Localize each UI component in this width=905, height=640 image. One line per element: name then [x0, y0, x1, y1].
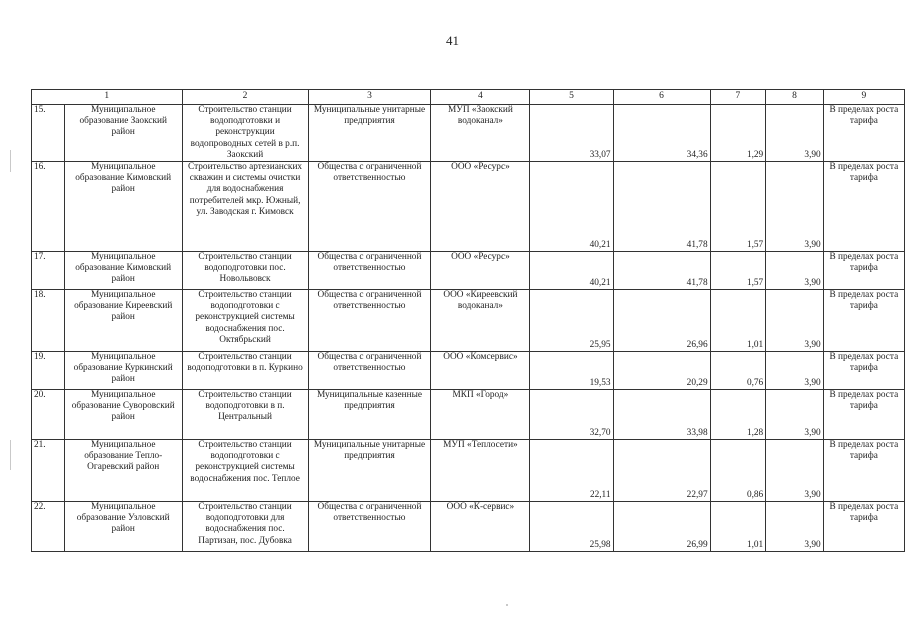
header-col-4: 4	[431, 90, 530, 105]
table-row	[32, 502, 905, 552]
col6-value: 34,36	[613, 105, 710, 162]
org-form-cell: Общества с ограниченной ответственностью	[308, 502, 431, 552]
header-col-8: 8	[766, 90, 823, 105]
organization-cell: МУП «Теплосети»	[431, 440, 530, 502]
table-row	[32, 162, 905, 252]
scan-mark	[10, 440, 11, 470]
organization-cell: МКП «Город»	[431, 390, 530, 440]
col8-value: 3,90	[766, 502, 823, 552]
project-cell: Строительство станции водоподготовки для водоснабжения пос. Партизан, пос. Дубовка	[182, 502, 308, 552]
limit-cell: В пределах роста тарифа	[823, 290, 904, 352]
col5-value: 25,98	[530, 502, 613, 552]
municipality-cell: Муниципальное образование Кимовский район	[64, 252, 182, 290]
organization-cell: ООО «Киреевский водоканал»	[431, 290, 530, 352]
org-form-cell: Общества с ограниченной ответственностью	[308, 290, 431, 352]
col8-value: 3,90	[766, 440, 823, 502]
municipality-cell: Муниципальное образование Кимовский район	[64, 162, 182, 252]
limit-cell: В пределах роста тарифа	[823, 105, 904, 162]
project-cell: Строительство станции водоподготовки и реконструкции водопроводных сетей в р.п. Заокский	[182, 105, 308, 162]
header-col-6: 6	[613, 90, 710, 105]
header-row	[32, 90, 905, 105]
col8-value: 3,90	[766, 352, 823, 390]
page-number: 41	[446, 33, 459, 48]
limit-cell: В пределах роста тарифа	[823, 252, 904, 290]
col6-value: 41,78	[613, 162, 710, 252]
limit-cell: В пределах роста тарифа	[823, 440, 904, 502]
project-cell: Строительство станции водоподготовки в п. Куркино	[182, 352, 308, 390]
col8-value: 3,90	[766, 390, 823, 440]
organization-cell: МУП «Заокский водоканал»	[431, 105, 530, 162]
organization-cell: ООО «Ресурс»	[431, 252, 530, 290]
project-cell: Строительство станции водоподготовки пос. Новольвовск	[182, 252, 308, 290]
tariff-investment-table	[31, 89, 905, 552]
col7-value: 1,01	[710, 290, 766, 352]
project-cell: Строительство станции водоподготовки в п. Центральный	[182, 390, 308, 440]
col5-value: 33,07	[530, 105, 613, 162]
limit-cell: В пределах роста тарифа	[823, 390, 904, 440]
row-number: 19.	[32, 352, 65, 390]
table-row	[32, 252, 905, 290]
header-col-3: 3	[308, 90, 431, 105]
col5-value: 40,21	[530, 162, 613, 252]
table-row	[32, 105, 905, 162]
row-number: 22.	[32, 502, 65, 552]
org-form-cell: Муниципальные казенные предприятия	[308, 390, 431, 440]
organization-cell: ООО «Ресурс»	[431, 162, 530, 252]
municipality-cell: Муниципальное образование Суворовский район	[64, 390, 182, 440]
header-col-5: 5	[530, 90, 613, 105]
limit-cell: В пределах роста тарифа	[823, 162, 904, 252]
col6-value: 26,99	[613, 502, 710, 552]
col7-value: 1,28	[710, 390, 766, 440]
col7-value: 1,57	[710, 162, 766, 252]
org-form-cell: Общества с ограниченной ответственностью	[308, 252, 431, 290]
col6-value: 20,29	[613, 352, 710, 390]
scan-mark	[10, 150, 11, 172]
table-row	[32, 352, 905, 390]
table-row	[32, 440, 905, 502]
org-form-cell: Муниципальные унитарные предприятия	[308, 105, 431, 162]
municipality-cell: Муниципальное образование Киреевский район	[64, 290, 182, 352]
col8-value: 3,90	[766, 105, 823, 162]
org-form-cell: Муниципальные унитарные предприятия	[308, 440, 431, 502]
row-number: 16.	[32, 162, 65, 252]
col8-value: 3,90	[766, 162, 823, 252]
row-number: 21.	[32, 440, 65, 502]
col5-value: 32,70	[530, 390, 613, 440]
col5-value: 22,11	[530, 440, 613, 502]
col7-value: 1,29	[710, 105, 766, 162]
col6-value: 33,98	[613, 390, 710, 440]
col6-value: 41,78	[613, 252, 710, 290]
col6-value: 26,96	[613, 290, 710, 352]
municipality-cell: Муниципальное образование Куркинский район	[64, 352, 182, 390]
project-cell: Строительство станции водоподготовки с реконструкцией системы водоснабжения пос. Теплое	[182, 440, 308, 502]
col5-value: 40,21	[530, 252, 613, 290]
col7-value: 0,86	[710, 440, 766, 502]
header-col-2: 2	[182, 90, 308, 105]
row-number: 15.	[32, 105, 65, 162]
table-row	[32, 390, 905, 440]
org-form-cell: Общества с ограниченной ответственностью	[308, 162, 431, 252]
header-col-1: 1	[32, 90, 183, 105]
project-cell: Строительство артезианских скважин и системы очистки для водоснабжения потребителей мкр. Южный, ул. Заводская г. Кимовск	[182, 162, 308, 252]
col7-value: 1,57	[710, 252, 766, 290]
project-cell: Строительство станции водоподготовки с реконструкцией системы водоснабжения пос. Октябрьский	[182, 290, 308, 352]
col5-value: 19,53	[530, 352, 613, 390]
row-number: 20.	[32, 390, 65, 440]
col8-value: 3,90	[766, 252, 823, 290]
col7-value: 1,01	[710, 502, 766, 552]
col8-value: 3,90	[766, 290, 823, 352]
header-col-7: 7	[710, 90, 766, 105]
municipality-cell: Муниципальное образование Заокский район	[64, 105, 182, 162]
row-number: 17.	[32, 252, 65, 290]
scan-mark	[506, 604, 508, 606]
org-form-cell: Общества с ограниченной ответственностью	[308, 352, 431, 390]
limit-cell: В пределах роста тарифа	[823, 352, 904, 390]
col6-value: 22,97	[613, 440, 710, 502]
organization-cell: ООО «К-сервис»	[431, 502, 530, 552]
municipality-cell: Муниципальное образование Узловский район	[64, 502, 182, 552]
col5-value: 25,95	[530, 290, 613, 352]
municipality-cell: Муниципальное образование Тепло-Огаревский район	[64, 440, 182, 502]
row-number: 18.	[32, 290, 65, 352]
header-col-9: 9	[823, 90, 904, 105]
table-row	[32, 290, 905, 352]
organization-cell: ООО «Комсервис»	[431, 352, 530, 390]
col7-value: 0,76	[710, 352, 766, 390]
limit-cell: В пределах роста тарифа	[823, 502, 904, 552]
